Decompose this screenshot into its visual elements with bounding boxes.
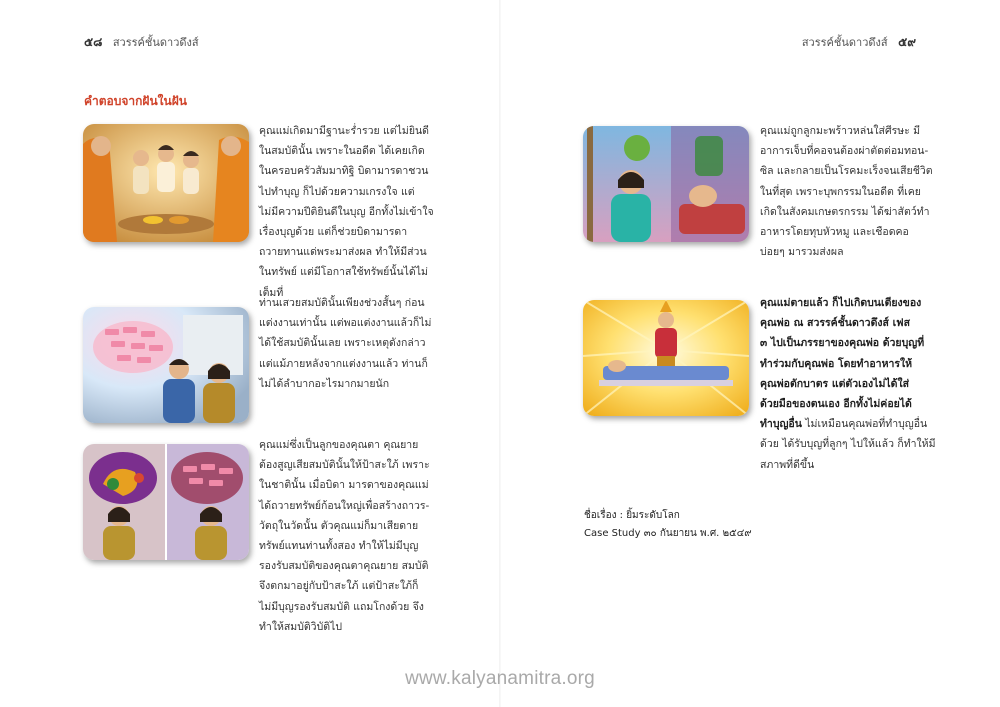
text-line: เรื่องบุญด้วย แต่ก็ช่วยบิดามารดา [259, 226, 408, 239]
text-line: ได้ใช้สมบัตินั้นเลย เพราะเหตุดังกล่าว [259, 337, 426, 350]
text-line: คุณแม่ถูกลูกมะพร้าวหล่นใส่ศีรษะ มี [760, 125, 921, 137]
illustration-coconut-accident [583, 126, 749, 242]
illustration-couple-wealth [83, 307, 249, 423]
illustration-monks-offering [83, 124, 249, 242]
section-title: คำตอบจากฝันในฝัน [84, 94, 187, 108]
text-line: อาหารโดยทุบหัวหมู และเชือดคอ [760, 226, 909, 239]
text-line: ซิล และกลายเป็นโรคมะเร็งจนเสียชีวิต [760, 165, 933, 178]
text-line-bold: ด้วยมือของตนเอง อีกทั้งไม่ค่อยได้ [760, 398, 912, 411]
text-line: ด้วย ได้รับบุญที่ลูกๆ ไปให้แล้ว ก็ทำให้มี [760, 438, 936, 451]
left-running-header [84, 33, 199, 52]
left-paragraph-1 [259, 121, 434, 303]
text-line: บ่อยๆ มารวมส่งผล [760, 246, 844, 259]
text-fragment: ไม่เหมือนคุณพ่อที่ทำบุญอื่น [801, 418, 928, 431]
illustration-inheritance-loss [83, 444, 249, 560]
text-line: จึงตกมาอยู่กับป้าสะใภ้ แต่ป้าสะใภ้ก็ [259, 580, 419, 593]
text-line: ในครอบครัวสัมมาทิฐิ บิดามารดาชวน [259, 165, 429, 178]
text-line: ทำให้สมบัติวิบัติไป [259, 620, 343, 633]
watermark-url: www.kalyanamitra.org [405, 668, 595, 689]
text-line: ในทรัพย์ แต่มีโอกาสใช้ทรัพย์นั้นได้ไม่ [259, 266, 428, 279]
page-gutter [499, 0, 501, 707]
text-line: แต่แม้ภายหลังจากแต่งงานแล้ว ท่านก็ [259, 357, 428, 370]
text-line: คุณแม่ซึ่งเป็นลูกของคุณตา คุณยาย [259, 439, 419, 451]
text-line: ไม่มีความปีติยินดีในบุญ อีกทั้งไม่เข้าใจ [259, 205, 434, 218]
left-paragraph-2 [259, 293, 431, 394]
right-running-title: สวรรค์ชั้นดาวดึงส์ [801, 36, 888, 49]
text-line: รองรับสมบัติของคุณตาคุณยาย สมบัติ [259, 560, 429, 573]
text-line: ในสมบัตินั้น เพราะในอดีต ได้เคยเกิด [259, 145, 425, 158]
text-line: ในที่สุด เพราะบุพกรรมในอดีต ที่เคย [760, 185, 921, 198]
right-page-number: ๕๙ [898, 35, 916, 49]
text-line: เกิดในสังคมเกษตรกรรม ได้ฆ่าสัตว์ทำ [760, 205, 930, 218]
text-line: ไปทำบุญ ก็ไปด้วยความเกรงใจ แต่ [259, 185, 415, 198]
text-line: ได้ถวายทรัพย์ก้อนใหญ่เพื่อสร้างถาวร- [259, 499, 430, 512]
text-line-bold: ทำร่วมกับคุณพ่อ โดยทำอาหารให้ [760, 357, 913, 370]
right-running-header [802, 33, 916, 52]
right-paragraph-2 [760, 293, 936, 475]
text-line: ทรัพย์แทนท่านทั้งสอง ทำให้ไม่มีบุญ [259, 540, 419, 553]
text-line: ในชาตินั้น เมื่อบิดา มารดาของคุณแม่ [259, 479, 429, 492]
text-line: ไม่ได้ลำบากอะไรมากมายนัก [259, 377, 390, 390]
text-line: ถวายทานแด่พระมาส่งผล ทำให้มีส่วน [259, 246, 427, 259]
text-line: สภาพที่ดีขึ้น [760, 458, 815, 471]
left-page-number: ๕๘ [84, 35, 103, 49]
text-line: แต่งงานเท่านั้น แต่พอแต่งงานแล้วก็ไม่ [259, 317, 432, 330]
text-line: ท่านเสวยสมบัตินั้นเพียงช่วงสั้นๆ ก่อน [259, 297, 425, 309]
text-line-bold: คุณพ่อ ณ สวรรค์ชั้นดาวดึงส์ เฟส [760, 317, 911, 330]
text-bold-fragment: ทำบุญอื่น [760, 418, 802, 431]
story-title-credit: ชื่อเรื่อง : ยิ้มระดับโลก [584, 510, 680, 521]
text-line-bold: ๓ ไปเป็นภรรยาของคุณพ่อ ด้วยบุญที่ [760, 337, 925, 350]
right-paragraph-1 [760, 121, 933, 262]
text-line: ไม่มีบุญรองรับสมบัติ แถมโกงด้วย จึง [259, 600, 424, 613]
text-line-bold: คุณพ่อตักบาตร แต่ตัวเองไม่ได้ใส่ [760, 377, 910, 390]
text-line: อาการเจ็บที่คอจนต้องผ่าตัดต่อมทอน- [760, 145, 929, 158]
text-line: เต็มที่ [259, 286, 284, 299]
text-line: วัตถุในวัดนั้น ตัวคุณแม่ก็มาเสียดาย [259, 519, 419, 532]
illustration-celestial-rebirth [583, 300, 749, 416]
left-paragraph-3 [259, 435, 430, 637]
text-line: ต้องสูญเสียสมบัตินั้นให้ป้าสะใภ้ เพราะ [259, 459, 430, 472]
text-line: คุณแม่เกิดมามีฐานะร่ำรวย แต่ไม่ยินดี [259, 125, 429, 137]
text-line-bold: คุณแม่ตายแล้ว ก็ไปเกิดบนเตียงของ [760, 297, 922, 309]
case-study-date: Case Study ๓๐ กันยายน พ.ศ. ๒๕๔๙ [584, 528, 752, 539]
left-running-title: สวรรค์ชั้นดาวดึงส์ [112, 36, 199, 49]
